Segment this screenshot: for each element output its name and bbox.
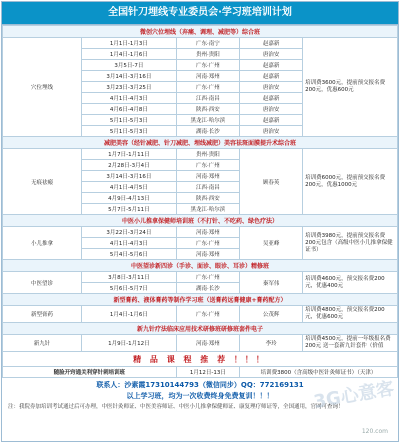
course-teacher: 唐治安 xyxy=(239,104,302,115)
course-date: 1月4日-1月6日 xyxy=(82,49,177,60)
course-row xyxy=(3,227,398,238)
special-course-date: 1月12日-13日 xyxy=(176,367,239,378)
watermark-logo: 3G心意客 xyxy=(311,378,396,413)
section-title: 新型膏药、液体膏药等制作学习班（送膏药远膏健康+膏药配方） xyxy=(3,294,398,306)
course-fee: 培训费3600元，提前预交报名费200元，优惠600元 xyxy=(303,38,398,137)
course-row xyxy=(3,149,398,160)
course-teacher: 公茂辉 xyxy=(239,306,302,323)
slogan-line: 以上学习班，均为一次收费终身免费复训！！！ xyxy=(126,392,274,400)
course-row xyxy=(3,38,398,49)
section-title: 中医望诊新四诊（手诊、面诊、眼诊、耳诊）精修班 xyxy=(3,260,398,272)
course-place: 广东·广州 xyxy=(176,238,239,249)
course-row xyxy=(3,306,398,323)
course-place: 广东·广州 xyxy=(176,306,239,323)
course-date: 3月8日-3月11日 xyxy=(82,272,177,283)
course-date: 5月4日-5月6日 xyxy=(82,249,177,260)
course-place: 江西·南昌 xyxy=(176,93,239,104)
course-name: 穴位埋线 xyxy=(3,38,82,137)
recommend-banner-row xyxy=(3,352,398,367)
section-title: 新九针疗法临床应用技术研修班研修班套件电子 xyxy=(3,323,398,335)
course-place: 湖南·长沙 xyxy=(176,126,239,137)
special-course-fee: 培训费3800（含高级中医针灸师证书）（天津） xyxy=(239,367,397,378)
course-name: 中医望诊 xyxy=(3,272,82,294)
course-name: 小儿推拿 xyxy=(3,227,82,260)
course-place: 广东·广州 xyxy=(176,60,239,71)
course-date: 1月4日-1月6日 xyxy=(82,306,177,323)
course-date: 4月1日-4月3日 xyxy=(82,93,177,104)
course-teacher: 唐治安 xyxy=(239,82,302,93)
course-place: 贵州·贵阳 xyxy=(176,49,239,60)
course-place: 河南·郑州 xyxy=(176,335,239,352)
course-place: 广东·南宁 xyxy=(176,38,239,49)
course-date: 1月1日-1月3日 xyxy=(82,38,177,49)
course-place: 黑龙江·哈尔滨 xyxy=(176,115,239,126)
course-teacher: 吴亚峰 xyxy=(239,227,302,260)
course-place: 贵州·贵阳 xyxy=(176,149,239,160)
section-header-row xyxy=(3,294,398,306)
course-teacher: 顾春英 xyxy=(239,149,302,215)
contact-line: 联系人：沙素霞17310144793（微信同步）QQ：772169131 xyxy=(96,381,304,389)
schedule-table xyxy=(2,25,398,378)
course-date: 3月14日-3月16日 xyxy=(82,71,177,82)
course-fee: 培训费4600元，预交报名费200元，优惠400元 xyxy=(303,272,398,294)
course-teacher: 赵嘉新 xyxy=(239,71,302,82)
course-place: 河南·郑州 xyxy=(176,71,239,82)
section-title: 微创穴位埋线（弃痛、调理、减肥等）综合班 xyxy=(3,26,398,38)
course-date: 3月23日-3月25日 xyxy=(82,82,177,93)
course-name: 新九针 xyxy=(3,335,82,352)
course-teacher: 李玲 xyxy=(239,335,302,352)
course-name: 新型膏药 xyxy=(3,306,82,323)
section-title: 减肥美容（经针减肥、针刀减肥、埋线减肥）美容祛斑面膜提升术综合班 xyxy=(3,137,398,149)
course-date: 3月14日-3月16日 xyxy=(82,171,177,182)
section-title: 中医小儿推拿保健师培训班（不打针、不吃药、绿色疗法） xyxy=(3,215,398,227)
course-place: 广东·广州 xyxy=(176,82,239,93)
course-teacher: 赵嘉新 xyxy=(239,93,302,104)
course-date: 5月1日-5月3日 xyxy=(82,126,177,137)
section-header-row xyxy=(3,26,398,38)
course-place: 陕西·西安 xyxy=(176,104,239,115)
course-place: 河南·郑州 xyxy=(176,171,239,182)
course-place: 广东·广州 xyxy=(176,272,239,283)
course-date: 4月1日-4月5日 xyxy=(82,182,177,193)
course-place: 湖南·长沙 xyxy=(176,283,239,294)
course-date: 1月7日-1月11日 xyxy=(82,149,177,160)
course-date: 3月5日-7日 xyxy=(82,60,177,71)
course-place: 黑龙江·哈尔滨 xyxy=(176,204,239,215)
course-name: 无痕祛瘢 xyxy=(3,149,82,215)
course-fee: 培训费4500元，提前一年级报名费200元 送一套新九针套件（价值 xyxy=(303,335,398,352)
course-date: 4月1日-4月3日 xyxy=(82,238,177,249)
course-date: 5月6日-5月7日 xyxy=(82,283,177,294)
course-teacher: 唐治安 xyxy=(239,126,302,137)
course-place: 陕西·西安 xyxy=(176,193,239,204)
course-teacher: 赵嘉新 xyxy=(239,115,302,126)
course-date: 1月9日-1月12日 xyxy=(82,335,177,352)
course-row xyxy=(3,272,398,283)
footnote: 注：我院券加培训考试通过后可办理，中医针灸师证、中医美容师证、中医小儿推拿保健师证、康复理疗师证等，全国通用，官网可查询！ xyxy=(8,404,344,410)
section-header-row xyxy=(3,323,398,335)
course-fee: 培训费4800元，预交报名费200元，优惠600元 xyxy=(303,306,398,323)
section-header-row xyxy=(3,137,398,149)
course-teacher: 秦军伟 xyxy=(239,272,302,294)
course-date: 5月7日-5月11日 xyxy=(82,204,177,215)
course-teacher: 赵嘉新 xyxy=(239,38,302,49)
course-date: 3月22日-3月24日 xyxy=(82,227,177,238)
course-place: 河南·郑州 xyxy=(176,227,239,238)
training-plan-sheet xyxy=(1,1,399,442)
special-course-name: 随脸开窍通关利穿针刺培训班 xyxy=(3,367,177,378)
course-teacher: 赵嘉新 xyxy=(239,60,302,71)
course-date: 4月9日-4月13日 xyxy=(82,193,177,204)
page-title: 全国针刀埋线专业委员会·学习班培训计划 xyxy=(2,2,398,25)
course-fee: 培训费3980元，提前预交报名费200元包含（高级中医小儿推拿保健证书） xyxy=(303,227,398,260)
special-course-row xyxy=(3,367,398,378)
course-date: 4月6日-4月8日 xyxy=(82,104,177,115)
course-place: 江西·南昌 xyxy=(176,182,239,193)
course-date: 5月1日-5月3日 xyxy=(82,115,177,126)
watermark-url: 120.com xyxy=(361,428,388,435)
section-header-row xyxy=(3,260,398,272)
course-row xyxy=(3,335,398,352)
course-place: 广东·广州 xyxy=(176,160,239,171)
course-fee: 培训费6000元，提前预交报名费200元，优惠1000元 xyxy=(303,149,398,215)
course-teacher: 唐治安 xyxy=(239,49,302,60)
course-date: 2月28日-3月4日 xyxy=(82,160,177,171)
course-place: 河南·郑州 xyxy=(176,249,239,260)
recommend-banner: 精 品 课 程 推 荐 ！！！ xyxy=(3,352,398,367)
section-header-row xyxy=(3,215,398,227)
